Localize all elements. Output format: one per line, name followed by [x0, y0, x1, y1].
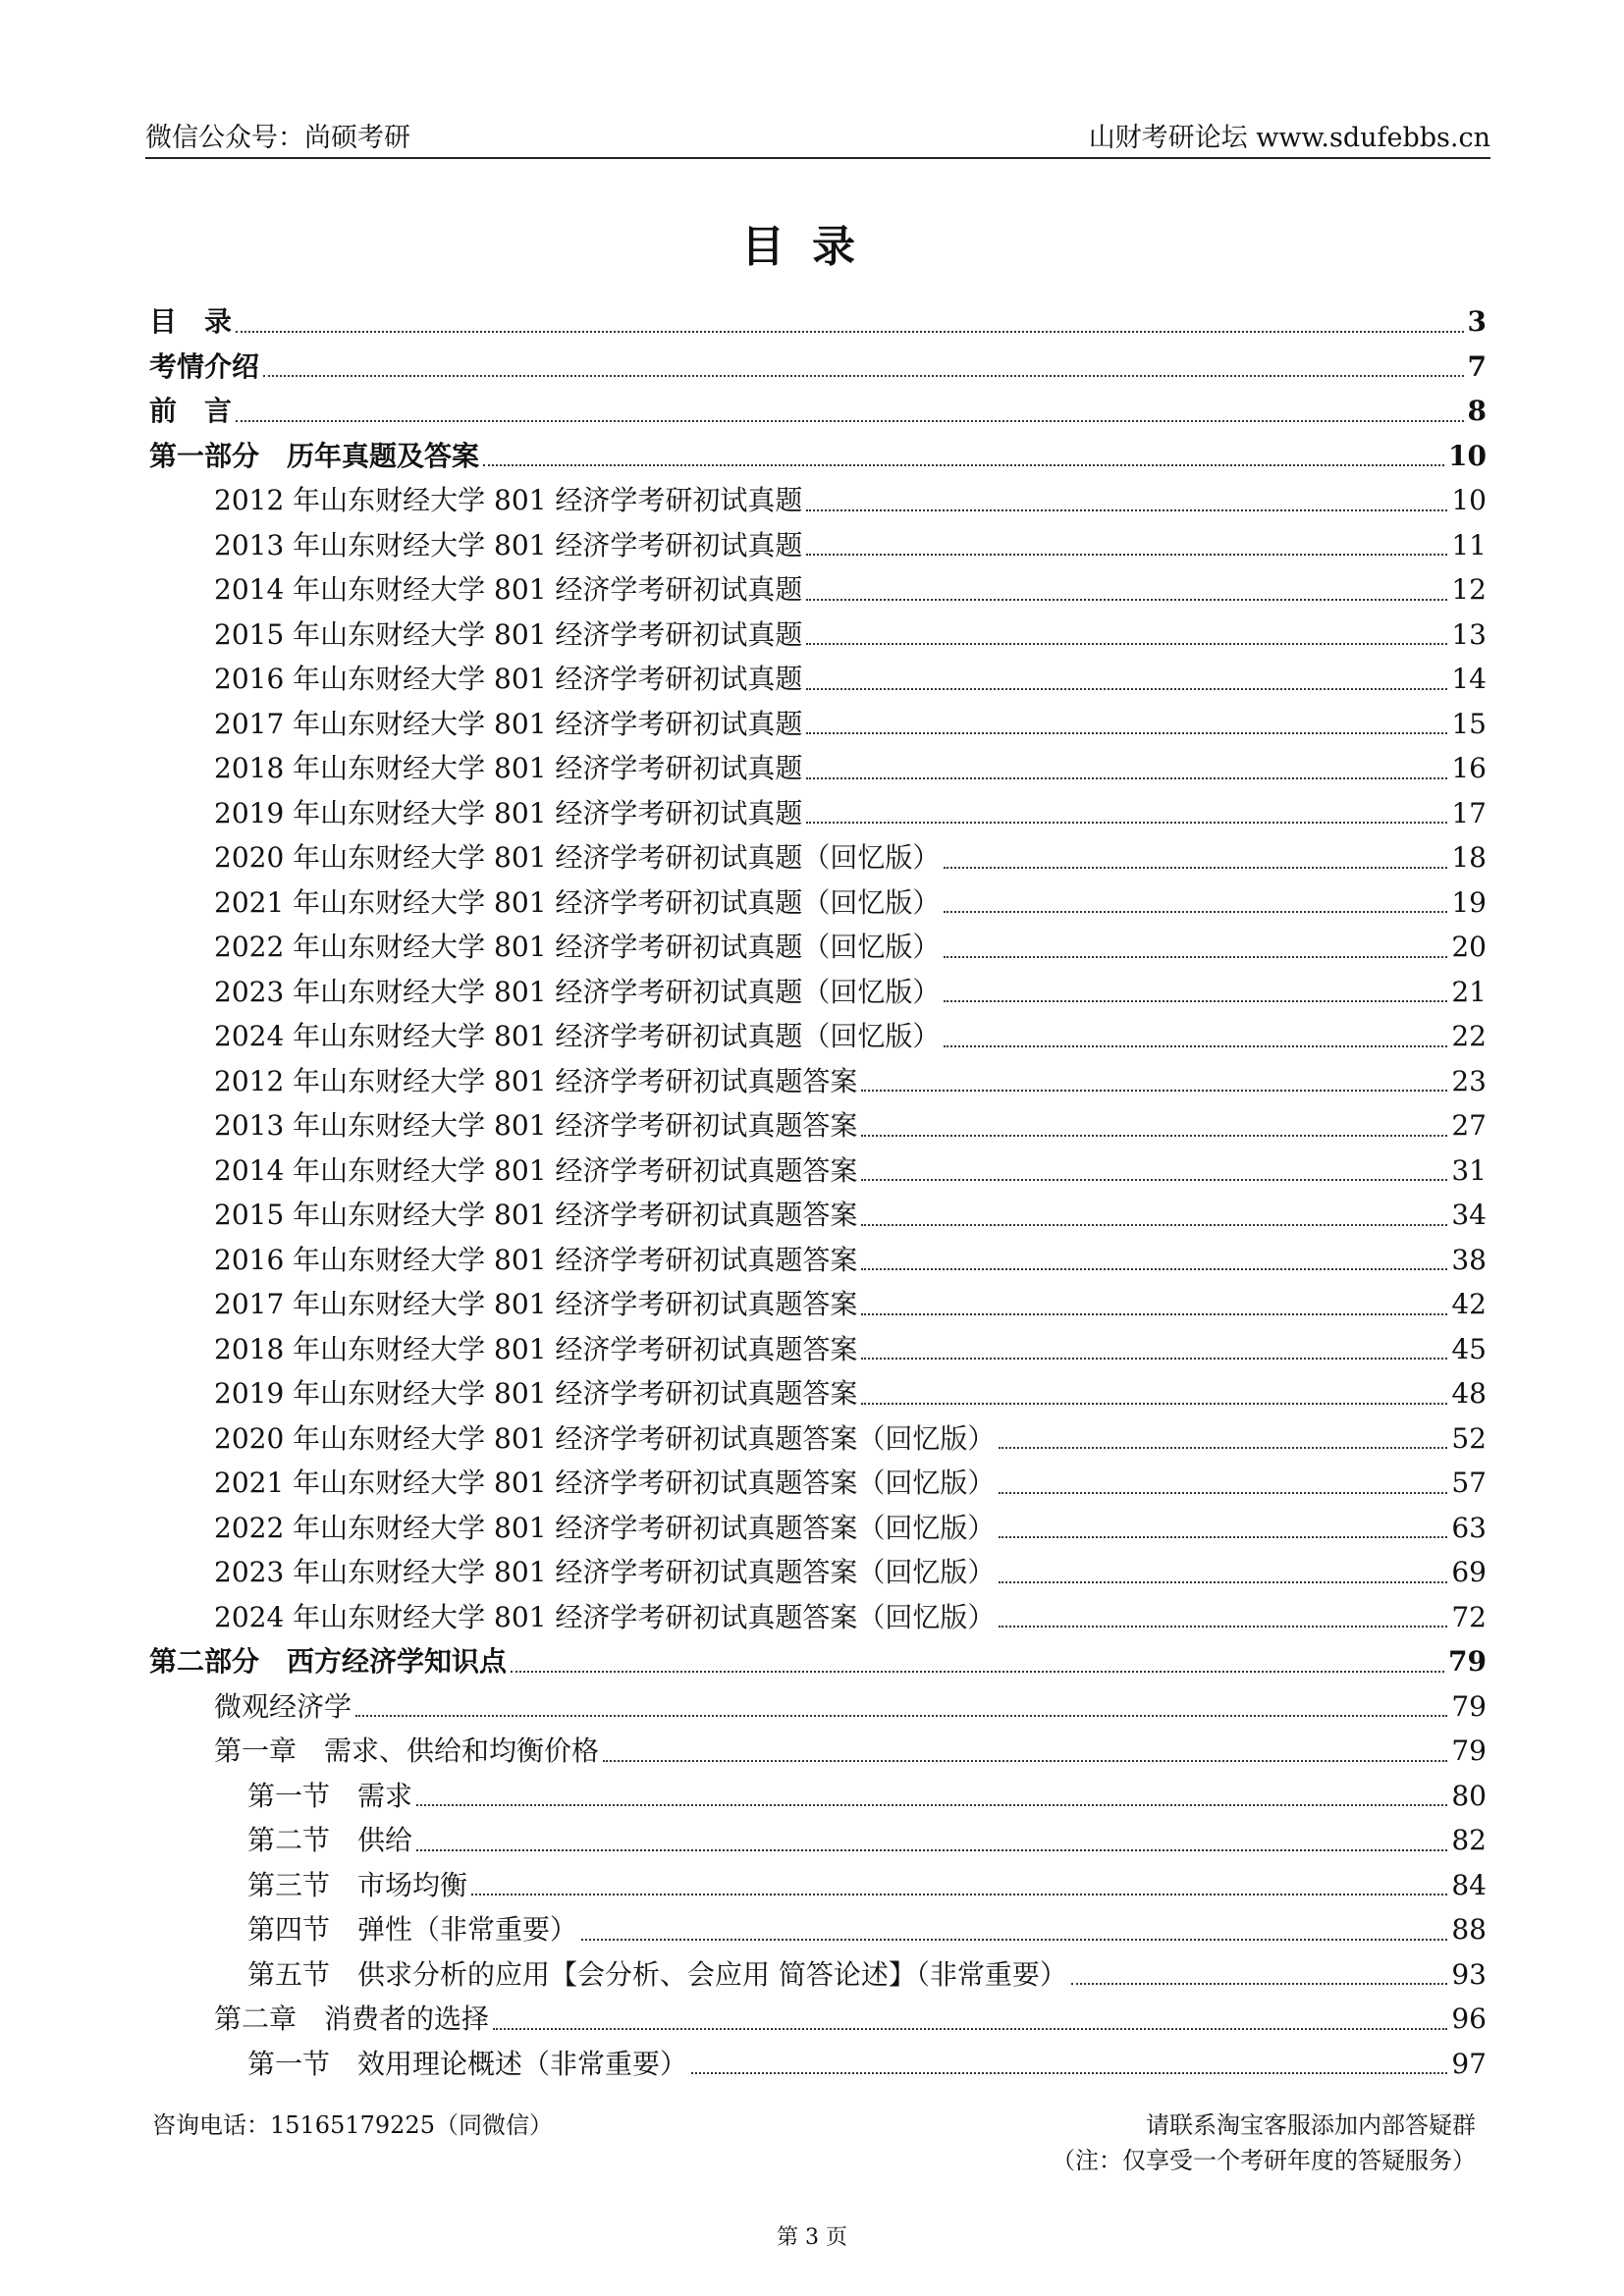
toc-entry-page: 79 — [1451, 1689, 1487, 1723]
toc-entry-title: 2023 年山东财经大学 801 经济学考研初试真题答案（回忆版） — [214, 1556, 996, 1588]
toc-dot-leader — [806, 553, 1447, 556]
toc-entry-page: 88 — [1451, 1913, 1487, 1946]
toc-entry[interactable] — [149, 791, 1487, 836]
toc-entry-page: 23 — [1451, 1064, 1487, 1097]
toc-entry-title: 第一节 效用理论概述（非常重要） — [247, 2047, 688, 2080]
footer-service-note: 请联系淘宝客服添加内部答疑群 — [1146, 2111, 1476, 2139]
toc-entry[interactable] — [149, 567, 1487, 613]
toc-entry-page: 8 — [1467, 395, 1487, 427]
toc-entry-page: 11 — [1451, 528, 1487, 561]
toc-entry-page: 52 — [1451, 1421, 1487, 1455]
toc-entry[interactable] — [149, 1461, 1487, 1506]
toc-entry-page: 48 — [1451, 1377, 1487, 1410]
toc-entry-title: 微观经济学 — [214, 1689, 352, 1723]
toc-dot-leader — [806, 598, 1447, 601]
toc-entry-title: 2017 年山东财经大学 801 经济学考研初试真题答案 — [214, 1288, 858, 1320]
toc-entry-title: 2013 年山东财经大学 801 经济学考研初试真题答案 — [214, 1109, 858, 1142]
toc-entry[interactable] — [149, 1416, 1487, 1462]
toc-dot-leader — [944, 955, 1447, 958]
toc-dot-leader — [355, 1714, 1447, 1717]
toc-dot-leader — [581, 1938, 1447, 1941]
toc-dot-leader — [944, 1044, 1447, 1047]
toc-entry-title: 第一章 需求、供给和均衡价格 — [214, 1735, 600, 1767]
toc-entry-title: 2019 年山东财经大学 801 经济学考研初试真题 — [214, 796, 803, 829]
toc-dot-leader — [806, 731, 1447, 734]
toc-entry-title: 2022 年山东财经大学 801 经济学考研初试真题答案（回忆版） — [214, 1511, 996, 1544]
toc-entry-title: 2014 年山东财经大学 801 经济学考研初试真题答案 — [214, 1153, 858, 1187]
toc-entry-page: 63 — [1451, 1511, 1487, 1544]
toc-entry[interactable] — [149, 925, 1487, 970]
toc-dot-leader — [1071, 1982, 1447, 1985]
toc-entry-title: 2014 年山东财经大学 801 经济学考研初试真题 — [214, 573, 803, 606]
toc-dot-leader — [999, 1625, 1447, 1628]
toc-entry[interactable] — [149, 1103, 1487, 1148]
toc-dot-leader — [691, 2071, 1447, 2074]
toc-dot-leader — [861, 1357, 1447, 1360]
toc-entry[interactable] — [149, 1595, 1487, 1640]
toc-entry-title: 2019 年山东财经大学 801 经济学考研初试真题答案 — [214, 1377, 858, 1410]
toc-entry[interactable] — [149, 1774, 1487, 1819]
toc-dot-leader — [511, 1670, 1444, 1673]
toc-entry[interactable] — [149, 1952, 1487, 1998]
toc-entry-page: 21 — [1451, 975, 1487, 1008]
toc-dot-leader — [806, 642, 1447, 645]
toc-entry-title: 2018 年山东财经大学 801 经济学考研初试真题 — [214, 752, 803, 784]
toc-dot-leader — [236, 419, 1464, 422]
toc-dot-leader — [861, 1267, 1447, 1270]
toc-dot-leader — [999, 1446, 1447, 1449]
toc-dot-leader — [861, 1312, 1447, 1315]
toc-entry-page: 19 — [1451, 885, 1487, 919]
toc-dot-leader — [483, 463, 1444, 466]
page-header — [145, 108, 1490, 159]
footer-service-remark: （注：仅享受一个考研年度的答疑服务） — [1052, 2147, 1476, 2174]
toc-entry[interactable] — [149, 1282, 1487, 1327]
toc-entry[interactable] — [149, 1371, 1487, 1416]
toc-entry-page: 14 — [1451, 663, 1487, 695]
toc-entry-title: 2012 年山东财经大学 801 经济学考研初试真题答案 — [214, 1064, 858, 1097]
toc-dot-leader — [263, 374, 1464, 377]
toc-entry-title: 第二部分 西方经济学知识点 — [149, 1645, 508, 1678]
toc-entry-title: 第二章 消费者的选择 — [214, 2002, 490, 2035]
toc-entry[interactable] — [149, 1907, 1487, 1952]
toc-dot-leader — [806, 508, 1447, 511]
toc-entry-title: 第五节 供求分析的应用【会分析、会应用 简答论述】（非常重要） — [247, 1957, 1067, 1991]
toc-entry-title: 2013 年山东财经大学 801 经济学考研初试真题 — [214, 528, 803, 561]
toc-entry-page: 82 — [1451, 1824, 1487, 1856]
toc-entry-title: 2023 年山东财经大学 801 经济学考研初试真题（回忆版） — [214, 975, 941, 1008]
toc-entry-title: 第一节 需求 — [247, 1779, 413, 1812]
toc-dot-leader — [999, 1535, 1447, 1538]
toc-entry-page: 13 — [1451, 617, 1487, 651]
footer-contact-phone: 咨询电话：15165179225（同微信） — [152, 2111, 553, 2139]
toc-entry[interactable] — [149, 702, 1487, 747]
toc-entry-page: 72 — [1451, 1600, 1487, 1633]
toc-entry-page: 80 — [1451, 1779, 1487, 1812]
toc-dot-leader — [236, 330, 1464, 333]
toc-entry[interactable] — [149, 1238, 1487, 1283]
toc-entry-page: 69 — [1451, 1556, 1487, 1588]
toc-entry[interactable] — [149, 345, 1487, 390]
toc-entry-title: 2018 年山东财经大学 801 经济学考研初试真题答案 — [214, 1332, 858, 1365]
toc-entry-page: 18 — [1451, 841, 1487, 874]
toc-entry-title: 2015 年山东财经大学 801 经济学考研初试真题 — [214, 617, 803, 651]
toc-entry-title: 第一部分 历年真题及答案 — [149, 439, 480, 472]
toc-entry[interactable] — [149, 478, 1487, 523]
toc-entry-page: 12 — [1451, 573, 1487, 606]
toc-entry[interactable] — [149, 613, 1487, 658]
toc-entry-page: 17 — [1451, 796, 1487, 829]
toc-entry[interactable] — [149, 1684, 1487, 1730]
toc-entry[interactable] — [149, 1997, 1487, 2042]
toc-entry-title: 2020 年山东财经大学 801 经济学考研初试真题答案（回忆版） — [214, 1421, 996, 1455]
toc-entry-page: 84 — [1451, 1868, 1487, 1901]
header-forum-site: 山财考研论坛 www.sdufebbs.cn — [1088, 123, 1490, 153]
toc-entry[interactable] — [149, 1327, 1487, 1372]
toc-dot-leader — [999, 1580, 1447, 1583]
toc-entry[interactable] — [149, 389, 1487, 434]
toc-entry-page: 10 — [1448, 439, 1487, 472]
toc-entry-title: 前 言 — [149, 395, 233, 427]
toc-entry[interactable] — [149, 299, 1487, 345]
toc-entry-page: 22 — [1451, 1020, 1487, 1052]
toc-dot-leader — [471, 1893, 1447, 1896]
toc-entry-page: 3 — [1467, 305, 1487, 338]
toc-entry-title: 2015 年山东财经大学 801 经济学考研初试真题答案 — [214, 1199, 858, 1231]
toc-entry[interactable] — [149, 1818, 1487, 1863]
toc-entry-page: 93 — [1451, 1957, 1487, 1991]
toc-dot-leader — [806, 776, 1447, 779]
toc-dot-leader — [806, 687, 1447, 690]
toc-entry[interactable] — [149, 1729, 1487, 1774]
toc-entry-title: 2022 年山东财经大学 801 经济学考研初试真题（回忆版） — [214, 931, 941, 963]
toc-dot-leader — [944, 866, 1447, 869]
toc-entry-title: 2021 年山东财经大学 801 经济学考研初试真题答案（回忆版） — [214, 1467, 996, 1499]
toc-dot-leader — [861, 1223, 1447, 1226]
toc-entry-page: 10 — [1451, 484, 1487, 516]
toc-dot-leader — [416, 1803, 1447, 1806]
toc-entry-page: 79 — [1448, 1645, 1487, 1678]
toc-entry[interactable] — [149, 1059, 1487, 1104]
toc-entry[interactable] — [149, 523, 1487, 568]
toc-dot-leader — [861, 1178, 1447, 1181]
toc-entry[interactable] — [149, 1639, 1487, 1684]
toc-dot-leader — [603, 1759, 1447, 1762]
page-number: 第 3 页 — [777, 2225, 847, 2250]
toc-entry[interactable] — [149, 970, 1487, 1015]
toc-entry-title: 2017 年山东财经大学 801 经济学考研初试真题 — [214, 707, 803, 740]
toc-dot-leader — [416, 1848, 1447, 1851]
toc-entry-title: 2012 年山东财经大学 801 经济学考研初试真题 — [214, 484, 803, 516]
toc-entry[interactable] — [149, 1550, 1487, 1595]
toc-entry-page: 34 — [1451, 1199, 1487, 1231]
toc-entry-page: 79 — [1451, 1735, 1487, 1767]
toc-entry-title: 2021 年山东财经大学 801 经济学考研初试真题（回忆版） — [214, 885, 941, 919]
toc-entry[interactable] — [149, 1863, 1487, 1908]
toc-entry-title: 2024 年山东财经大学 801 经济学考研初试真题（回忆版） — [214, 1020, 941, 1052]
toc-entry-title: 2020 年山东财经大学 801 经济学考研初试真题（回忆版） — [214, 841, 941, 874]
toc-entry[interactable] — [149, 881, 1487, 926]
toc-entry-title: 2024 年山东财经大学 801 经济学考研初试真题答案（回忆版） — [214, 1600, 996, 1633]
header-wechat-account: 微信公众号：尚硕考研 — [145, 123, 410, 153]
toc-entry-page: 45 — [1451, 1332, 1487, 1365]
toc-entry-page: 7 — [1467, 349, 1487, 383]
toc-entry-title: 2016 年山东财经大学 801 经济学考研初试真题答案 — [214, 1243, 858, 1276]
toc-entry-title: 考情介绍 — [149, 349, 260, 383]
toc-entry-page: 31 — [1451, 1153, 1487, 1187]
toc-dot-leader — [999, 1491, 1447, 1494]
toc-entry[interactable] — [149, 1014, 1487, 1059]
toc-entry-title: 第三节 市场均衡 — [247, 1868, 468, 1901]
toc-dot-leader — [861, 1089, 1447, 1092]
toc-entry[interactable] — [149, 1193, 1487, 1238]
toc-entry-page: 57 — [1451, 1467, 1487, 1499]
toc-entry-title: 第二节 供给 — [247, 1824, 413, 1856]
toc-entry-page: 38 — [1451, 1243, 1487, 1276]
toc-entry[interactable] — [149, 2042, 1487, 2087]
toc-entry-page: 96 — [1451, 2002, 1487, 2035]
toc-dot-leader — [493, 2027, 1447, 2030]
toc-entry-title: 第四节 弹性（非常重要） — [247, 1913, 578, 1946]
toc-entry-page: 97 — [1451, 2047, 1487, 2080]
toc-entry-page: 20 — [1451, 931, 1487, 963]
toc-dot-leader — [944, 910, 1447, 913]
toc-dot-leader — [861, 1134, 1447, 1137]
toc-dot-leader — [806, 821, 1447, 824]
toc-entry[interactable] — [149, 1148, 1487, 1194]
toc-entry-page: 42 — [1451, 1288, 1487, 1320]
page-title: 目录 — [741, 222, 883, 272]
toc-entry[interactable] — [149, 746, 1487, 791]
toc-entry-page: 15 — [1451, 707, 1487, 740]
toc-entry[interactable] — [149, 1506, 1487, 1551]
toc-entry-page: 16 — [1451, 752, 1487, 784]
toc-entry-page: 27 — [1451, 1109, 1487, 1142]
toc-entry[interactable] — [149, 835, 1487, 881]
toc-dot-leader — [861, 1402, 1447, 1405]
toc-entry[interactable] — [149, 434, 1487, 479]
table-of-contents — [149, 299, 1487, 2086]
toc-entry[interactable] — [149, 657, 1487, 702]
toc-dot-leader — [944, 999, 1447, 1002]
toc-entry-title: 2016 年山东财经大学 801 经济学考研初试真题 — [214, 663, 803, 695]
toc-entry-title: 目 录 — [149, 305, 233, 338]
